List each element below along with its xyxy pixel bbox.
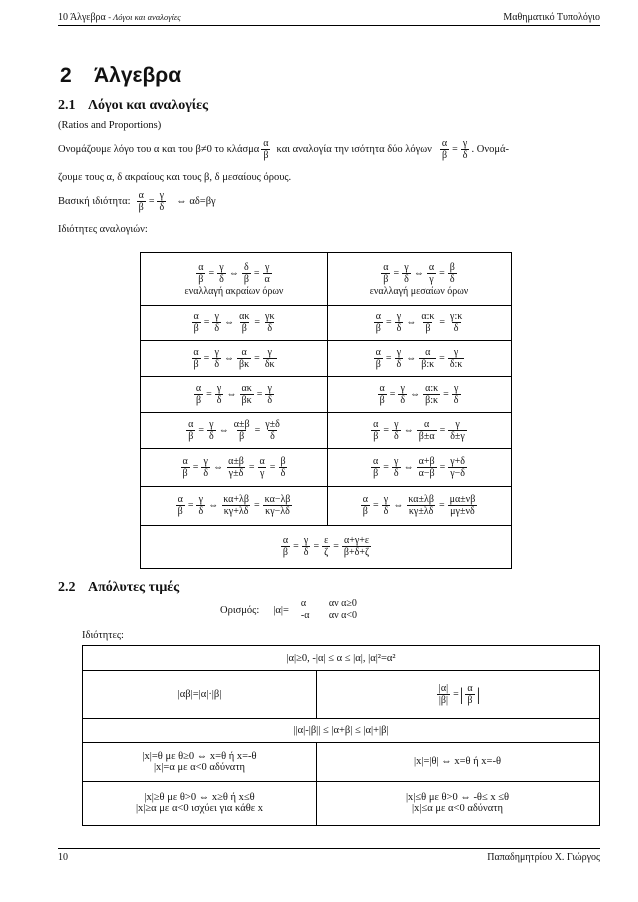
table-cell: $\frac{\alpha}{\beta}$ = $\frac{\gamma}{\delta}$ ⇔ $\frac{\alpha+\beta}{\alpha-\beta}$ = $\frac{\gamma+\delta}{\gamma-\delta}$ bbox=[373, 455, 465, 479]
absolute-definition bbox=[220, 598, 357, 622]
table-cell: $\frac{\alpha}{\beta}$ = $\frac{\gamma}{\delta}$ ⇔ $\frac{\alpha}{\beta\pm\alpha}$ = $\frac{\gamma}{\delta\pm\gamma}$ bbox=[373, 418, 465, 442]
table-cell: $\frac{\alpha}{\beta}$ = $\frac{\gamma}{\delta}$ ⇔ $\frac{\alpha:\kappa}{\beta}$ = $\frac{\gamma:\kappa}{\delta}$ bbox=[375, 311, 463, 334]
absolute-properties-table bbox=[82, 645, 600, 826]
definition-cases: α αν α≥0 -α αν α<0 bbox=[300, 598, 358, 621]
basic-property-label: Βασική ιδιότητα: bbox=[58, 196, 131, 207]
table-cell: $\frac{\alpha}{\beta}$ = $\frac{\gamma}{\delta}$ ⇔ $\frac{\kappa\alpha\pm\lambda\beta}{\kappa\gamma\pm\lambda\delta}$ = $\frac{\mu\alpha\pm\nu\beta}{\mu\gamma\pm\nu\delta}$ bbox=[362, 494, 476, 517]
basic-property-result: ⇔ αδ=βγ bbox=[176, 196, 216, 207]
header-left bbox=[58, 12, 181, 23]
footer-author: Παπαδημητρίου Χ. Γιώργος bbox=[487, 852, 600, 863]
footer-page-number: 10 bbox=[58, 852, 68, 863]
left-caption: εναλλαγή ακραίων όρων bbox=[184, 285, 284, 297]
section-title-absolute bbox=[58, 580, 179, 596]
table-cell: $\frac{\alpha}{\beta}$ = $\frac{\gamma}{\delta}$ ⇔ $\frac{\alpha\kappa}{\beta\kappa}$ = $\frac{\gamma}{\delta}$ bbox=[195, 382, 273, 406]
table-cell: |x|=θ με θ≥0 ⇔ x=θ ή x=-θ |x|=α με α<0 αδύνατη bbox=[142, 750, 257, 773]
table-cell: |x|≤θ με θ>0 ⇔ -θ≤ x ≤θ |x|≤α με α<0 αδύνατη bbox=[405, 792, 510, 814]
definition-text-1: Ονομάζουμε λόγο του α και του β≠0 το κλάσμα bbox=[58, 144, 260, 155]
proportion-properties-label: Ιδιότητες αναλογιών: bbox=[58, 224, 148, 235]
header-right: Μαθηματικό Τυπολόγιο bbox=[503, 12, 600, 23]
definition-paragraph bbox=[58, 138, 509, 161]
definition-text-2: και αναλογία την ισότητα δύο λόγων bbox=[276, 144, 432, 155]
table-cell: |x|≥θ με θ>0 ⇔ x≥θ ή x≤θ |x|≥α με α<0 ισχύει για κάθε x bbox=[135, 792, 264, 814]
table-cell: $\frac{\alpha}{\beta}$ = $\frac{\gamma}{\delta}$ ⇔ $\frac{\delta}{\beta}$ = $\frac{\gamma}{\alpha}$ εναλλαγή ακραίων όρων bbox=[184, 261, 284, 297]
section-subtitle: (Ratios and Proportions) bbox=[58, 120, 162, 131]
definition-text-3: . Ονομά- bbox=[471, 144, 509, 155]
section-name: Απόλυτες τιμές bbox=[88, 580, 180, 595]
table-cell: $\frac{|\alpha|}{|\beta|}$ = | $\frac{\alpha}{\beta}$ | bbox=[438, 682, 481, 706]
table-cell: $\frac{\alpha}{\beta}$ = $\frac{\gamma}{\delta}$ ⇔ $\frac{\alpha:\kappa}{\beta:\kappa}$ = $\frac{\gamma}{\delta}$ bbox=[379, 382, 459, 406]
table-cell: $\frac{\alpha}{\beta}$ = $\frac{\gamma}{\delta}$ ⇔ $\frac{\alpha}{\beta:\kappa}$ = $\frac{\gamma}{\delta:\kappa}$ bbox=[375, 346, 463, 370]
header-chapter: 10 Άλγεβρα bbox=[58, 12, 106, 23]
section-name: Λόγοι και αναλογίες bbox=[88, 98, 208, 113]
proportion-properties-table bbox=[140, 252, 512, 569]
chapter-number: 2 bbox=[60, 64, 72, 87]
definition-paragraph-2: ζουμε τους α, δ ακραίους και τους β, δ μεσαίους όρους. bbox=[58, 172, 292, 183]
table-cell: $\frac{\alpha}{\beta}$ = $\frac{\gamma}{\delta}$ = $\frac{\varepsilon}{\zeta}$ = $\frac{\alpha+\gamma+\varepsilon}{\beta+\delta+\zeta}$ bbox=[282, 535, 370, 558]
table-cell: $\frac{\alpha}{\beta}$ = $\frac{\gamma}{\delta}$ ⇔ $\frac{\alpha}{\gamma}$ = $\frac{\beta}{\delta}$ εναλλαγή μεσαίων όρων bbox=[369, 261, 469, 297]
table-cell: $\frac{\alpha}{\beta}$ = $\frac{\gamma}{\delta}$ ⇔ $\frac{\alpha}{\beta\kappa}$ = $\frac{\gamma}{\delta\kappa}$ bbox=[193, 346, 275, 370]
chapter-title bbox=[60, 64, 181, 88]
right-caption: εναλλαγή μεσαίων όρων bbox=[369, 285, 469, 297]
table-cell: $\frac{\alpha}{\beta}$ = $\frac{\gamma}{\delta}$ ⇔ $\frac{\alpha\pm\beta}{\beta}$ = $\frac{\gamma\pm\delta}{\delta}$ bbox=[188, 418, 280, 442]
page-footer bbox=[58, 848, 600, 863]
basic-property: Βασική ιδιότητα: $\frac{\alpha}{\beta}$ = $\frac{\gamma}{\delta}$ ⇔ αδ=βγ bbox=[58, 190, 216, 213]
definition-lhs: |α|= bbox=[273, 604, 289, 616]
table-cell: $\frac{\alpha}{\beta}$ = $\frac{\gamma}{\delta}$ ⇔ $\frac{\alpha\pm\beta}{\gamma\pm\delta}$ = $\frac{\alpha}{\gamma}$ = $\frac{\beta}{\delta}$ bbox=[182, 455, 286, 479]
absolute-properties-label: Ιδιότητες: bbox=[82, 630, 124, 641]
table-cell: |α|≥0, -|α| ≤ α ≤ |α|, |α|²=α² bbox=[286, 652, 396, 664]
table-cell: |x|=|θ| ⇔ x=θ ή x=-θ bbox=[414, 756, 501, 767]
table-cell: $\frac{\alpha}{\beta}$ = $\frac{\gamma}{\delta}$ ⇔ $\frac{\alpha\kappa}{\beta}$ = $\frac{\gamma\kappa}{\delta}$ bbox=[193, 311, 275, 334]
table-cell: $\frac{\alpha}{\beta}$ = $\frac{\gamma}{\delta}$ ⇔ $\frac{\kappa\alpha+\lambda\beta}{\kappa\gamma+\lambda\delta}$ = $\frac{\kappa\alpha-\lambda\beta}{\kappa\gamma-\lambda\delta}$ bbox=[177, 494, 291, 517]
page-header bbox=[58, 12, 600, 26]
table-cell: |αβ|=|α|·|β| bbox=[177, 688, 222, 700]
ratio-fraction: $\frac{\alpha}{\beta}$ bbox=[263, 138, 269, 161]
proportion-formula: $\frac{\alpha}{\beta}$ = $\frac{\gamma}{\delta}$ bbox=[441, 138, 468, 161]
definition-label: Ορισμός: bbox=[220, 604, 260, 616]
header-subsection: - Λόγοι και αναλογίες bbox=[108, 12, 181, 22]
section-number: 2.1 bbox=[58, 98, 76, 113]
section-number: 2.2 bbox=[58, 580, 76, 595]
table-cell: ||α|-|β|| ≤ |α+β| ≤ |α|+|β| bbox=[293, 724, 389, 736]
section-title bbox=[58, 98, 208, 114]
chapter-name: Άλγεβρα bbox=[94, 64, 182, 87]
